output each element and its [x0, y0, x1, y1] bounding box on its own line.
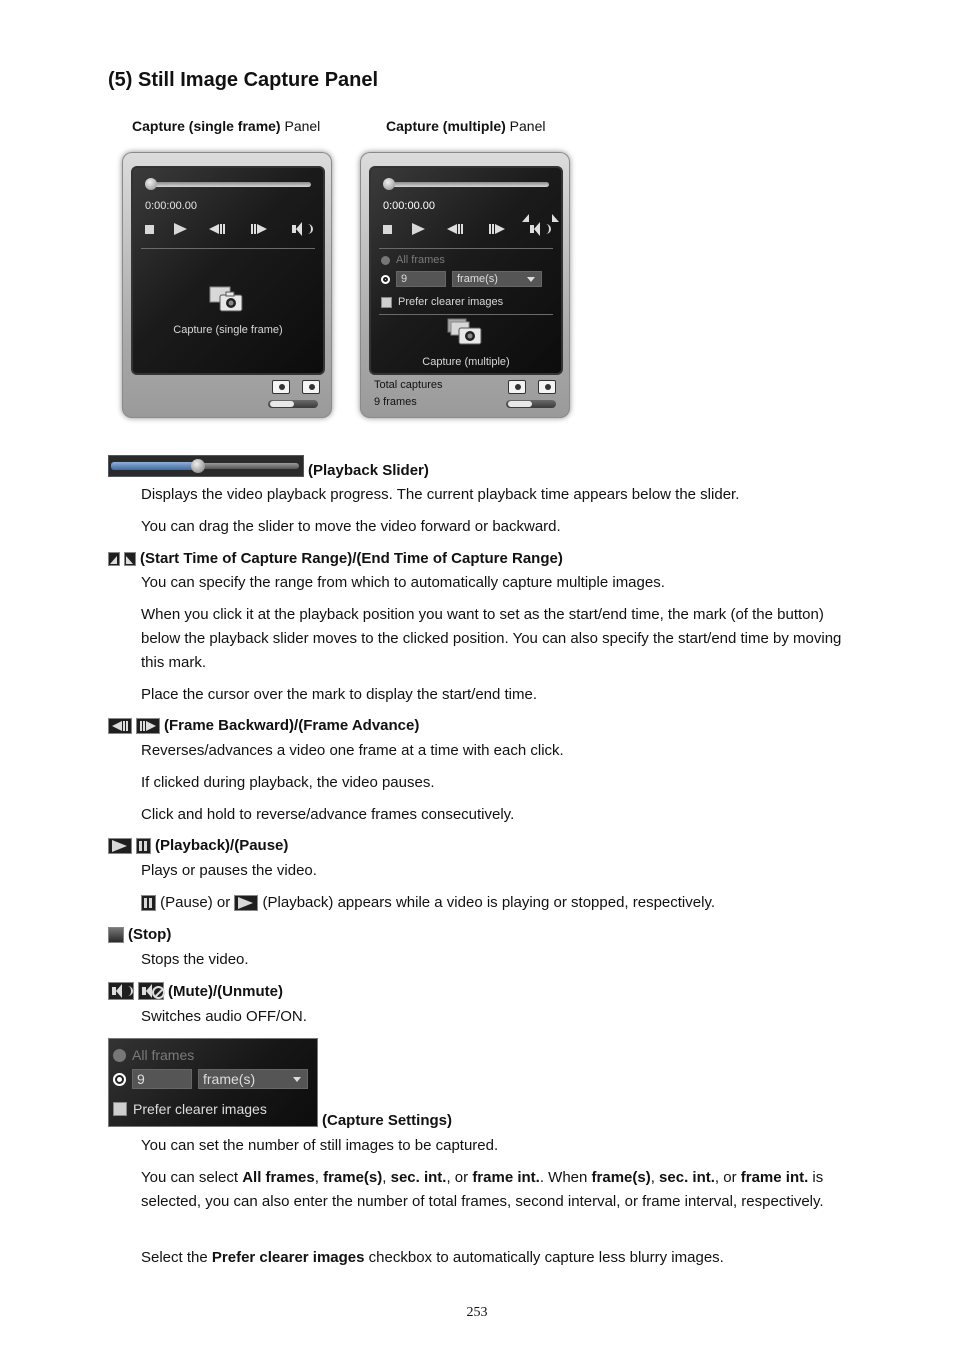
total-captures-label: Total captures [374, 379, 443, 391]
cs-p2-8: is selected, you can also enter the number of total frames, second interval, or frame interval, respectively. [141, 1169, 824, 1210]
img-radio-frames [113, 1073, 126, 1086]
caption-single-bold: Capture (single frame) [132, 118, 281, 134]
page-title: (5) Still Image Capture Panel [108, 69, 379, 91]
single-mode-icon[interactable] [508, 380, 526, 394]
start-range-icon [108, 552, 120, 566]
cs-p2-b6: sec. int. [659, 1169, 715, 1186]
play-icon [174, 223, 187, 235]
cs-p2-2: , [314, 1169, 324, 1186]
img-prefer-checkbox [113, 1102, 127, 1116]
stop-button[interactable] [383, 222, 392, 236]
caption-multiple-bold: Capture (multiple) [386, 118, 506, 134]
cs-p2-4: , or [446, 1169, 473, 1186]
mute-button[interactable] [527, 222, 551, 236]
capture-range-heading-row [108, 550, 563, 567]
stop-heading-row [108, 926, 171, 943]
capture-settings-heading: (Capture Settings) [322, 1112, 453, 1129]
frame-step-heading: (Frame Backward)/(Frame Advance) [164, 717, 420, 734]
count-input[interactable]: 9 [396, 271, 446, 287]
radio-all-frames[interactable] [381, 256, 390, 265]
play-button[interactable] [174, 222, 187, 236]
speaker-muted-icon [138, 982, 164, 1000]
img-count-field: 9 [132, 1069, 192, 1089]
multiple-mode-icon[interactable] [302, 380, 320, 394]
page-number: 253 [466, 1305, 488, 1320]
multiple-mode-icon[interactable] [538, 380, 556, 394]
img-all-frames-label: All frames [132, 1047, 195, 1063]
playback-slider-knob[interactable] [145, 178, 157, 190]
end-range-icon [124, 552, 136, 566]
stop-icon [108, 927, 124, 943]
single-screen [131, 166, 325, 375]
transport-controls [145, 222, 313, 236]
playback-slider-image [108, 455, 304, 477]
transport-controls [383, 222, 551, 236]
playback-slider-track[interactable] [389, 182, 549, 187]
single-mode-icon[interactable] [272, 380, 290, 394]
capture-single-panel [122, 152, 332, 418]
mute-p1: Switches audio OFF/ON. [141, 1008, 307, 1025]
playback-slider-track[interactable] [151, 182, 311, 187]
mute-heading: (Mute)/(Unmute) [168, 982, 283, 1000]
frame-backward-button[interactable] [206, 222, 228, 236]
playback-pause-p2-b: (Playback) appears while a video is playing or stopped, respectively. [258, 894, 715, 911]
divider [379, 314, 553, 315]
capture-multiple-label[interactable]: Capture (multiple) [422, 356, 510, 368]
cs-p2-3: , [382, 1169, 391, 1186]
mute-heading-row [108, 982, 283, 1000]
img-prefer-label: Prefer clearer images [133, 1101, 267, 1117]
option-all-frames[interactable] [381, 254, 445, 266]
cs-p2-7: , or [714, 1169, 741, 1186]
capture-range-heading: (Start Time of Capture Range)/(End Time of Capture Range) [140, 550, 563, 567]
frame-step-p1: Reverses/advances a video one frame at a time with each click. [141, 742, 564, 759]
playback-slider-knob[interactable] [383, 178, 395, 190]
stop-button[interactable] [145, 222, 154, 236]
speaker-icon [108, 982, 134, 1000]
img-option-all-frames [113, 1047, 194, 1063]
panel-toggle[interactable] [506, 400, 556, 408]
capture-multiple-icon[interactable] [447, 318, 483, 346]
prefer-clearer-label: Prefer clearer images [398, 296, 504, 308]
playback-pause-p2 [141, 891, 861, 915]
play-icon [108, 838, 132, 854]
caption-single-frame [132, 118, 320, 134]
capture-settings-p3 [141, 1246, 861, 1270]
timecode: 0:00:00.00 [383, 200, 435, 212]
caption-multiple [386, 118, 545, 134]
panel-toggle[interactable] [268, 400, 318, 408]
stop-icon [383, 225, 392, 234]
frame-backward-icon [206, 222, 228, 236]
frame-advance-icon [486, 222, 508, 236]
frame-step-heading-row [108, 717, 419, 734]
play-button[interactable] [412, 222, 425, 236]
play-icon [234, 895, 258, 911]
capture-multiple-panel [360, 152, 570, 418]
frame-advance-icon [136, 718, 160, 734]
cs-p3-b: Prefer clearer images [211, 1249, 365, 1266]
capture-range-p1: You can specify the range from which to automatically capture multiple images. [141, 574, 665, 591]
divider [141, 248, 315, 249]
cs-p2-b7: frame int. [740, 1169, 809, 1186]
playback-pause-p1: Plays or pauses the video. [141, 862, 317, 879]
frame-step-p2: If clicked during playback, the video pauses. [141, 774, 435, 791]
frame-backward-icon [444, 222, 466, 236]
frame-advance-button[interactable] [486, 222, 508, 236]
cs-p3-1: Select the [141, 1249, 212, 1266]
cs-p2-6: , [650, 1169, 660, 1186]
capture-settings-p2 [141, 1166, 861, 1214]
img-radio-all-frames [113, 1049, 126, 1062]
playback-slider-heading: (Playback Slider) [308, 462, 429, 479]
frame-backward-icon [108, 718, 132, 734]
cs-p2-b5: frame(s) [591, 1169, 651, 1186]
prefer-clearer-row[interactable] [381, 296, 503, 308]
pause-icon [136, 838, 151, 854]
capture-range-p2: When you click it at the playback position you want to set as the start/end time, the mark (of the button) below the playback slider moves to the clicked position. You can also specify the start/end time by moving this mark. [141, 606, 842, 671]
cs-p2-5: . When [539, 1169, 592, 1186]
stop-p1: Stops the video. [141, 951, 249, 968]
playback-pause-p2-a: (Pause) or [156, 894, 235, 911]
caption-single-rest: Panel [280, 118, 321, 134]
total-captures-value: 9 frames [374, 396, 417, 408]
all-frames-label: All frames [396, 254, 445, 266]
cs-p2-b1: All frames [242, 1169, 315, 1186]
capture-settings-image [108, 1038, 318, 1127]
mute-button[interactable] [289, 222, 313, 236]
speaker-icon [289, 221, 313, 237]
option-frames[interactable] [381, 271, 542, 287]
stop-heading: (Stop) [128, 926, 172, 943]
capture-settings-p1: You can set the number of still images to be captured. [141, 1137, 499, 1154]
playback-pause-heading-row [108, 837, 288, 854]
pause-icon [141, 895, 156, 911]
playback-pause-heading: (Playback)/(Pause) [155, 837, 289, 854]
img-option-frames [113, 1069, 308, 1089]
radio-frames[interactable] [381, 275, 390, 284]
stop-icon [145, 225, 154, 234]
cs-p2-b2: frame(s) [323, 1169, 383, 1186]
timecode: 0:00:00.00 [145, 200, 197, 212]
speaker-icon [527, 221, 551, 237]
frame-advance-button[interactable] [248, 222, 270, 236]
play-icon [412, 223, 425, 235]
frame-step-p3: Click and hold to reverse/advance frames consecutively. [141, 806, 515, 823]
cs-p2-1: You can select [141, 1169, 243, 1186]
cs-p3-2: checkbox to automatically capture less blurry images. [364, 1249, 724, 1266]
frame-backward-button[interactable] [444, 222, 466, 236]
divider [379, 248, 553, 249]
playback-slider-p1: Displays the video playback progress. The current playback time appears below the slider. [141, 486, 740, 503]
panel-mode-icons [272, 380, 320, 394]
capture-single-label[interactable]: Capture (single frame) [173, 324, 283, 336]
playback-slider-p2: You can drag the slider to move the video forward or backward. [141, 518, 561, 535]
panel-mode-icons [508, 380, 556, 394]
unit-select[interactable]: frame(s) [452, 271, 542, 287]
img-unit-field: frame(s) [198, 1069, 308, 1089]
cs-p2-b4: frame int. [472, 1169, 540, 1186]
multiple-screen [369, 166, 563, 375]
end-range-icon[interactable] [551, 211, 561, 223]
img-prefer-row [113, 1101, 267, 1117]
prefer-clearer-checkbox[interactable] [381, 297, 392, 308]
capture-single-icon[interactable] [209, 286, 245, 314]
capture-range-p3: Place the cursor over the mark to display the start/end time. [141, 686, 538, 703]
caption-multiple-rest: Panel [505, 118, 546, 134]
frame-advance-icon [248, 222, 270, 236]
cs-p2-b3: sec. int. [390, 1169, 447, 1186]
